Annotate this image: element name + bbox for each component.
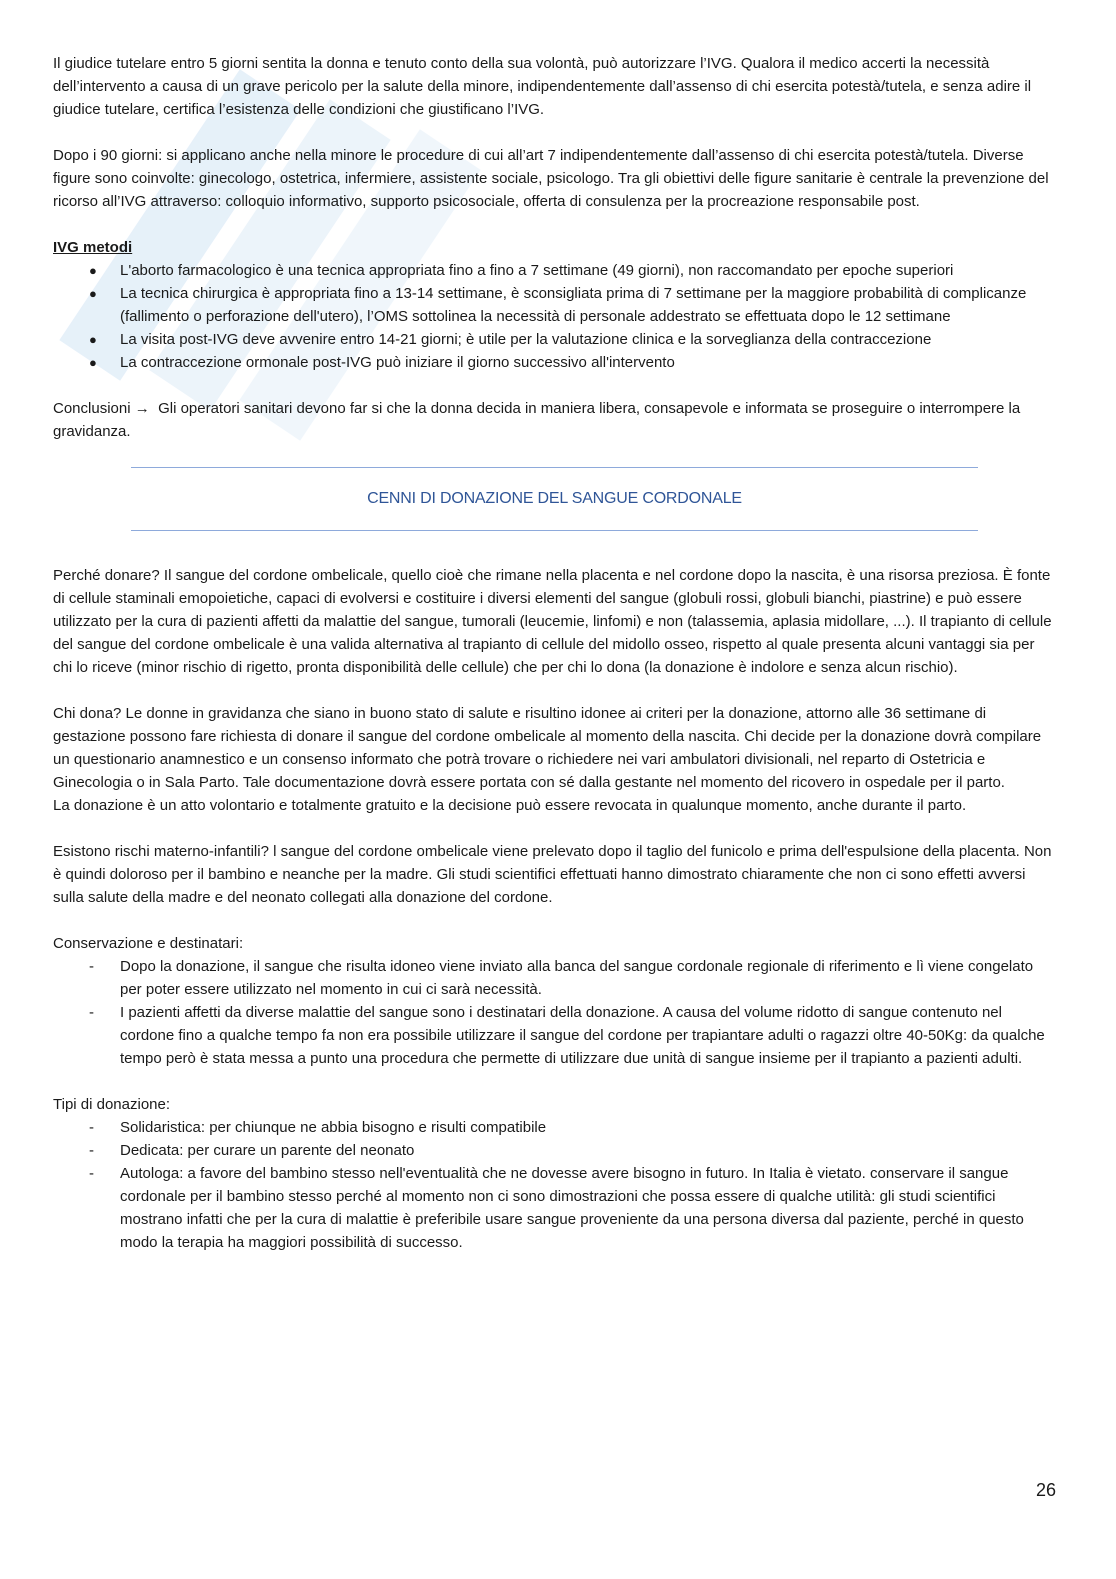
list-item-text: Autologa: a favore del bambino stesso nell'eventualità che ne dovesse avere bisogno in futuro. In Italia è vietato. conservare il sangue cordonale per il bambino stesso perché al momento non ci sono dimostrazioni che possa essere di qualche utilità: gli studi scientifici mostrano infatti che per la cura di malattie è preferibile usare sangue proveniente da una persona diversa dal paziente, perché in questo modo la terapia ha maggiori possibilità di successo. bbox=[120, 1165, 1024, 1251]
bullet-marker: ● bbox=[89, 286, 97, 301]
conservazione-heading: Conservazione e destinatari: bbox=[53, 935, 244, 952]
paragraph-dopo-90-giorni: Dopo i 90 giorni: si applicano anche nella minore le procedure di cui all’art 7 indipendentemente dall’assenso di chi esercita potestà/tutela. Diverse figure sono coinvolte: ginecologo, ostetrica, infermiere, assistente sociale, psicologo. Tra gli obiettivi delle figure sanitarie è centrale la prevenzione del ricorso all’IVG attraverso: colloquio informativo, supporto psicosociale, offerta di consulenza per la procreazione responsabile post. bbox=[53, 147, 1049, 210]
paragraph-giudice-tutelare: Il giudice tutelare entro 5 giorni sentita la donna e tenuto conto della sua volontà, può autorizzare l’IVG. Qualora il medico accerti la necessità dell’intervento a causa di un grave pericolo per la salute della minore, indipendentemente dall’assenso di chi esercita potestà/tutela, e senza adire il giudice tutelare, certifica l’esistenza delle condizioni che giustificano l’IVG. bbox=[53, 55, 1032, 118]
list-item bbox=[53, 259, 1053, 282]
list-item bbox=[53, 351, 1053, 374]
arrow-right-icon: → bbox=[134, 400, 150, 417]
tipi-list bbox=[53, 1116, 1053, 1254]
conclusioni-label: Conclusioni bbox=[53, 400, 131, 417]
list-item-text: Dedicata: per curare un parente del neonato bbox=[120, 1142, 415, 1159]
list-item bbox=[53, 282, 1053, 328]
paragraph-chi-dona: Chi dona? Le donne in gravidanza che siano in buono stato di salute e risultino idonee ai criteri per la donazione, attorno alle 36 settimane di gestazione possono fare richiesta di donare il sangue del cordone ombelicale al momento della nascita. Chi decide per la donazione dovrà compilare un questionario anamnestico e un consenso informato che potrà trovare o richiedere nei vari ambulatori divisionali, nel reparto di Ostetricia e Ginecologia o in Sala Parto. Tale documentazione dovrà essere portata con sé dalla gestante nel momento del ricovero in ospedale per il parto. bbox=[53, 705, 1042, 791]
dash-marker: - bbox=[89, 1165, 94, 1182]
dash-marker: - bbox=[89, 1119, 94, 1136]
bullet-marker: ● bbox=[89, 355, 97, 370]
list-item bbox=[53, 1116, 1053, 1139]
paragraph-donazione-volontaria: La donazione è un atto volontario e totalmente gratuito e la decisione può essere revocata in qualunque momento, anche durante il parto. bbox=[53, 797, 967, 814]
list-item-text: I pazienti affetti da diverse malattie del sangue sono i destinatari della donazione. A causa del volume ridotto di sangue contenuto nel cordone fino a qualche tempo fa non era possibile utilizzare il sangue del cordone per trapiantare adulti o ragazzi oltre 40-50Kg: da qualche tempo però è stata messa a punto una procedura che permette di utilizzare due unità di sangue insieme per il trapianto a pazienti adulti. bbox=[120, 1004, 1045, 1067]
list-item-text: Dopo la donazione, il sangue che risulta idoneo viene inviato alla banca del sangue cordonale regionale di riferimento e lì viene congelato per poter essere utilizzato nel momento in cui ci sarà necessità. bbox=[120, 958, 1034, 998]
list-item-text: Solidaristica: per chiunque ne abbia bisogno e risulti compatibile bbox=[120, 1119, 547, 1136]
document-page bbox=[53, 52, 1053, 1254]
section-rule-bottom bbox=[131, 530, 978, 531]
list-item bbox=[53, 328, 1053, 351]
paragraph-perche-donare: Perché donare? Il sangue del cordone ombelicale, quello cioè che rimane nella placenta e nel cordone dopo la nascita, è una risorsa preziosa. È fonte di cellule staminali emopoietiche, capaci di evolversi e costituire i diversi elementi del sangue (globuli rossi, globuli bianchi, piastrine) e può essere utilizzato per la cura di pazienti affetti da malattie del sangue, tumorali (leucemie, linfomi) e non (talassemia, aplasia midollare, ...). Il trapianto di cellule del sangue del cordone ombelicale è una valida alternativa al trapianto di cellule del midollo osseo, rispetto al quale presenta alcuni vantaggi sia per chi lo riceve (minor rischio di rigetto, pronta disponibilità delle cellule) che per chi lo dona (la donazione è indolore e senza alcun rischio). bbox=[53, 567, 1052, 676]
tipi-heading: Tipi di donazione: bbox=[53, 1096, 171, 1113]
dash-marker: - bbox=[89, 958, 94, 975]
list-item-text: L'aborto farmacologico è una tecnica appropriata fino a fino a 7 settimane (49 giorni), non raccomandato per epoche superiori bbox=[120, 262, 954, 279]
list-item bbox=[53, 955, 1053, 1001]
section-header bbox=[53, 467, 978, 531]
paragraph-rischi: Esistono rischi materno-infantili? l sangue del cordone ombelicale viene prelevato dopo il taglio del funicolo e prima dell'espulsione della placenta. Non è quindi doloroso per il bambino e neanche per la madre. Gli studi scientifici effettuati hanno dimostrato chiaramente che non ci sono effetti avversi sulla salute della madre e del neonato collegati alla donazione del cordone. bbox=[53, 843, 1052, 906]
section-title: CENNI DI DONAZIONE DEL SANGUE CORDONALE bbox=[367, 490, 742, 507]
dash-marker: - bbox=[89, 1142, 94, 1159]
list-item bbox=[53, 1162, 1053, 1254]
page-number: 26 bbox=[1035, 1480, 1056, 1500]
bullet-marker: ● bbox=[89, 332, 97, 347]
conclusioni-text: Gli operatori sanitari devono far si che la donna decida in maniera libera, consapevole e informata se proseguire o interrompere la gravidanza. bbox=[53, 400, 1021, 440]
list-item-text: La tecnica chirurgica è appropriata fino a 13-14 settimane, è sconsigliata prima di 7 settimane per la maggiore probabilità di complicanze (fallimento o perforazione dell'utero), l’OMS sottolinea la necessità di personale addestrato se effettuata dopo le 12 settimane bbox=[120, 285, 1027, 325]
list-item-text: La visita post-IVG deve avvenire entro 14-21 giorni; è utile per la valutazione clinica e la sorveglianza della contraccezione bbox=[120, 331, 932, 348]
list-item-text: La contraccezione ormonale post-IVG può iniziare il giorno successivo all'intervento bbox=[120, 354, 675, 371]
list-item bbox=[53, 1001, 1053, 1070]
list-item bbox=[53, 1139, 1053, 1162]
bullet-marker: ● bbox=[89, 263, 97, 278]
ivg-metodi-list bbox=[53, 259, 1053, 374]
conclusioni-paragraph bbox=[53, 397, 1053, 443]
conservazione-list bbox=[53, 955, 1053, 1070]
dash-marker: - bbox=[89, 1004, 94, 1021]
ivg-metodi-heading: IVG metodi bbox=[53, 239, 133, 256]
